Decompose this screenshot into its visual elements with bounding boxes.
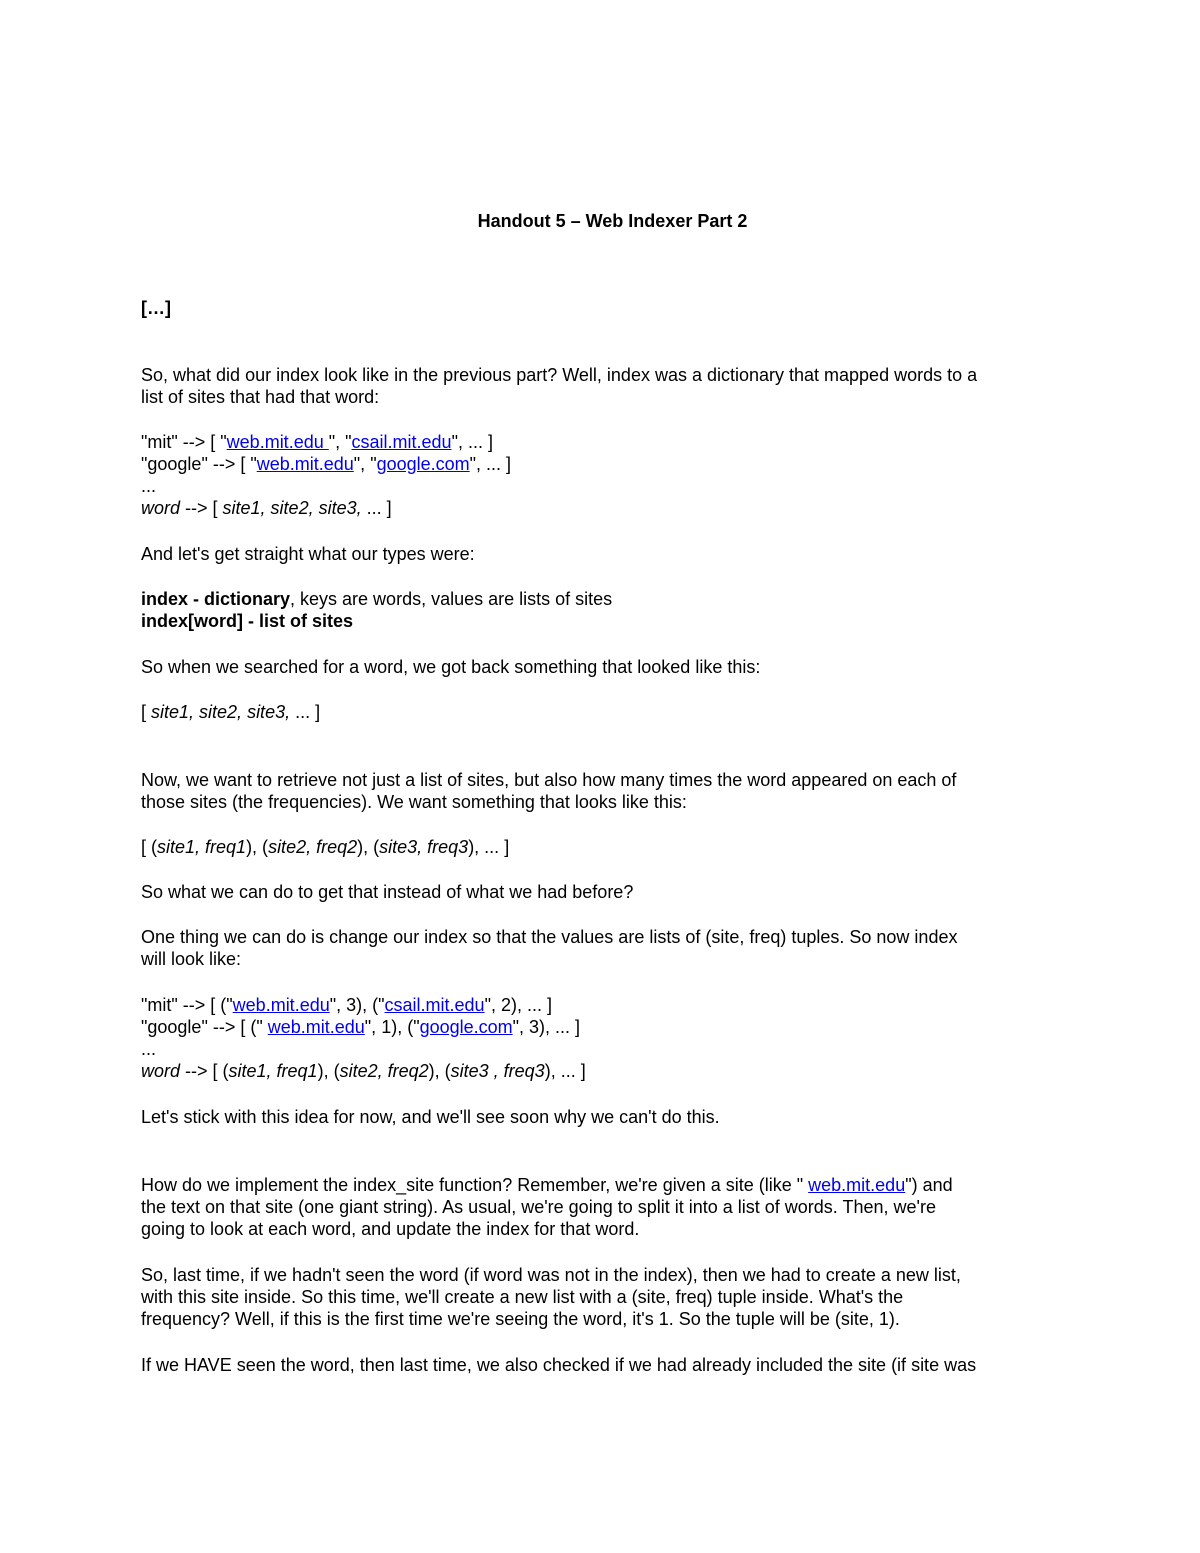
code-text: ", 2), ... ] (484, 995, 552, 1015)
code-text: ), ... ] (468, 837, 510, 857)
link-web-mit-edu[interactable]: web.mit.edu (256, 454, 354, 474)
code-text: site1, site2, site3, (222, 498, 362, 518)
code-text: site2, freq2 (268, 837, 358, 857)
code-text: "google" --> [ " (141, 454, 257, 474)
code-text: site1, site2, site3, (151, 702, 291, 722)
paragraph-line: frequency? Well, if this is the first time we're seeing the word, it's 1. So the tuple will be (site, 1). (141, 1309, 900, 1329)
code-text: site1, freq1 (157, 837, 247, 857)
type-definition-line: index[word] - list of sites (141, 611, 354, 631)
link-web-mit-edu[interactable]: web.mit.edu (232, 995, 330, 1015)
code-text: [ (141, 702, 152, 722)
code-example-line (141, 497, 392, 519)
code-text: ", " (353, 454, 377, 474)
code-text: "mit" --> [ (" (141, 995, 233, 1015)
paragraph-line: And let's get straight what our types were: (141, 544, 475, 564)
link-web-mit-edu[interactable]: web.mit.edu (808, 1175, 906, 1195)
code-text: site1, freq1 (228, 1061, 318, 1081)
paragraph-line: going to look at each word, and update the index for that word. (141, 1219, 640, 1239)
paragraph-line: with this site inside. So this time, we'll create a new list with a (site, freq) tuple inside. What's the (141, 1287, 904, 1307)
code-text: ), ... ] (544, 1061, 586, 1081)
paragraph-line: So, last time, if we hadn't seen the word (if word was not in the index), then we had to create a new list, (141, 1265, 961, 1285)
code-example-line (141, 453, 511, 475)
paragraph-line: So when we searched for a word, we got back something that looked like this: (141, 657, 761, 677)
paragraph-line: those sites (the frequencies). We want something that looks like this: (141, 792, 687, 812)
code-text: ", 1), (" (364, 1017, 420, 1037)
code-text: ), ( (357, 837, 380, 857)
code-text: ", 3), (" (329, 995, 385, 1015)
paragraph-line: list of sites that had that word: (141, 387, 380, 407)
code-text: [ ( (141, 837, 157, 857)
page-title: Handout 5 – Web Indexer Part 2 (477, 211, 748, 231)
code-example-line (141, 836, 509, 858)
link-web-mit-edu[interactable]: web.mit.edu (226, 432, 329, 452)
paragraph-line: the text on that site (one giant string). As usual, we're going to split it into a list of words. Then, we're (141, 1197, 936, 1217)
code-text: ", " (328, 432, 352, 452)
paragraph-line: Let's stick with this idea for now, and we'll see soon why we can't do this. (141, 1107, 720, 1127)
link-web-mit-edu[interactable]: web.mit.edu (267, 1017, 365, 1037)
link-google-com[interactable]: google.com (419, 1017, 513, 1037)
paragraph-line: Now, we want to retrieve not just a list of sites, but also how many times the word appeared on each of (141, 770, 957, 790)
code-text: ... ] (361, 498, 392, 518)
code-text: ... ] (290, 702, 321, 722)
paragraph-line: will look like: (141, 949, 242, 969)
link-csail-mit-edu[interactable]: csail.mit.edu (351, 432, 452, 452)
code-example-line (141, 1016, 580, 1038)
code-text: "google" --> [ (" (141, 1017, 268, 1037)
code-example-line (141, 1060, 586, 1082)
code-text: ", ... ] (469, 454, 512, 474)
code-text: word (141, 498, 181, 518)
paragraph-line (141, 1174, 953, 1196)
paragraph-line: So, what did our index look like in the previous part? Well, index was a dictionary that mapped words to a (141, 365, 978, 385)
code-example-line: ... (141, 476, 157, 496)
link-google-com[interactable]: google.com (376, 454, 470, 474)
paragraph-line: One thing we can do is change our index so that the values are lists of (site, freq) tuples. So now index (141, 927, 958, 947)
code-example-line: ... (141, 1039, 157, 1059)
code-text: ), ( (317, 1061, 340, 1081)
type-name: index - dictionary (141, 589, 291, 609)
code-text: --> [ (180, 498, 223, 518)
code-text: ), ( (428, 1061, 451, 1081)
paragraph-text: How do we implement the index_site function? Remember, we're given a site (like " (141, 1175, 809, 1195)
code-text: "mit" --> [ " (141, 432, 227, 452)
code-text: ", ... ] (451, 432, 493, 452)
type-definition-line (141, 588, 612, 610)
paragraph-line: So what we can do to get that instead of what we had before? (141, 882, 634, 902)
code-text: site3, freq3 (379, 837, 469, 857)
code-text: word (141, 1061, 181, 1081)
code-text: --> [ ( (180, 1061, 229, 1081)
code-text: site2, freq2 (339, 1061, 429, 1081)
code-text: ), ( (246, 837, 269, 857)
paragraph-line: If we HAVE seen the word, then last time, we also checked if we had already included the site (if site was (141, 1355, 977, 1375)
type-description: , keys are words, values are lists of sites (290, 589, 613, 609)
code-example-line (141, 994, 552, 1016)
ellipsis-heading: […] (141, 298, 171, 318)
code-text: site3 , freq3 (450, 1061, 545, 1081)
code-text: ", 3), ... ] (512, 1017, 581, 1037)
code-example-line (141, 431, 493, 453)
code-example-line (141, 701, 320, 723)
link-csail-mit-edu[interactable]: csail.mit.edu (384, 995, 485, 1015)
paragraph-text: ") and (905, 1175, 953, 1195)
